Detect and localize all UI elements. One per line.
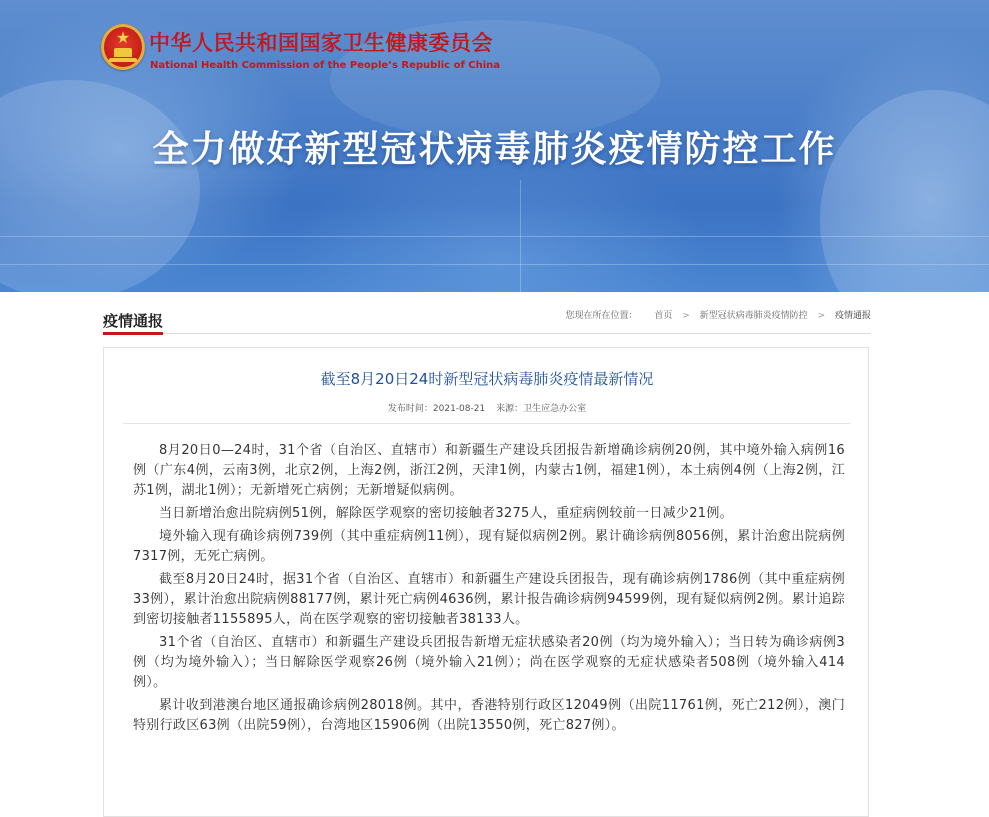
breadcrumb-separator: > (817, 311, 826, 321)
article-meta (104, 403, 870, 415)
banner-decoration (0, 236, 989, 237)
org-name-en: National Health Commission of the People’s Republic of China (150, 60, 501, 71)
banner-decoration (820, 90, 989, 292)
section-title-underline (103, 332, 163, 335)
source-name: 卫生应急办公室 (523, 404, 587, 414)
meta-divider (123, 423, 850, 424)
emblem-base-icon (109, 58, 137, 62)
article-title: 截至8月20日24时新型冠状病毒肺炎疫情最新情况 (320, 370, 654, 388)
source-label: 来源： (496, 404, 524, 414)
breadcrumb-prefix: 您现在所在位置： (565, 311, 638, 321)
breadcrumb-link-covid[interactable]: 新型冠状病毒肺炎疫情防控 (699, 311, 808, 321)
article-paragraph: 境外输入现有确诊病例739例（其中重症病例11例），现有疑似病例2例。累计确诊病例8056例，累计治愈出院病例7317例，无死亡病例。 (133, 529, 845, 564)
publish-date: 2021-08-21 (432, 404, 486, 414)
publish-info (388, 404, 485, 414)
publish-label: 发布时间： (387, 404, 433, 414)
article-paragraph: 当日新增治愈出院病例51例，解除医学观察的密切接触者3275人，重症病例较前一日减少21例。 (159, 506, 733, 521)
article-paragraph: 累计收到港澳台地区通报确诊病例28018例。其中，香港特别行政区12049例（出院11761例，死亡212例），澳门特别行政区63例（出院59例），台湾地区15906例（出院13550例，死亡827例）。 (133, 698, 845, 733)
emblem-star-icon: ★ (115, 28, 131, 47)
emblem-gate-icon (114, 48, 132, 57)
article-paragraph: 截至8月20日24时，据31个省（自治区、直辖市）和新疆生产建设兵团报告，现有确诊病例1786例（其中重症病例33例），累计治愈出院病例88177例，累计死亡病例4636例，累计报告确诊病例94599例，现有疑似病例2例。累计追踪到密切接触者1155895人，尚在医学观察的密切接触者38133人。 (133, 572, 845, 627)
article-container (103, 347, 869, 817)
banner-decoration (520, 180, 521, 292)
article-paragraph: 8月20日0—24时，31个省（自治区、直辖市）和新疆生产建设兵团报告新增确诊病例20例，其中境外输入病例16例（广东4例，云南3例，北京2例，上海2例，浙江2例，天津1例，内蒙古1例，福建1例），本土病例4例（上海2例，江苏1例，湖北1例）；无新增死亡病例；无新增疑似病例。 (133, 443, 845, 498)
section-divider (103, 333, 871, 334)
breadcrumb-link-home[interactable]: 首页 (654, 311, 673, 321)
breadcrumb-current: 疫情通报 (834, 311, 871, 321)
source-info (496, 404, 586, 414)
national-emblem-icon[interactable] (101, 24, 145, 70)
article-paragraph: 31个省（自治区、直辖市）和新疆生产建设兵团报告新增无症状感染者20例（均为境外输入）；当日转为确诊病例3例（均为境外输入）；当日解除医学观察26例（境外输入21例）；尚在医学观察的无症状感染者508例（境外输入414例）。 (133, 635, 845, 690)
banner-decoration (0, 80, 200, 292)
breadcrumb-separator: > (682, 311, 690, 321)
banner-slogan: 全力做好新型冠状病毒肺炎疫情防控工作 (152, 129, 837, 170)
article-body (133, 441, 845, 739)
banner-decoration (0, 264, 989, 265)
org-name-cn[interactable]: 中华人民共和国国家卫生健康委员会 (149, 31, 493, 55)
breadcrumb (565, 309, 871, 323)
section-title: 疫情通报 (103, 312, 164, 330)
header-banner (0, 0, 989, 292)
